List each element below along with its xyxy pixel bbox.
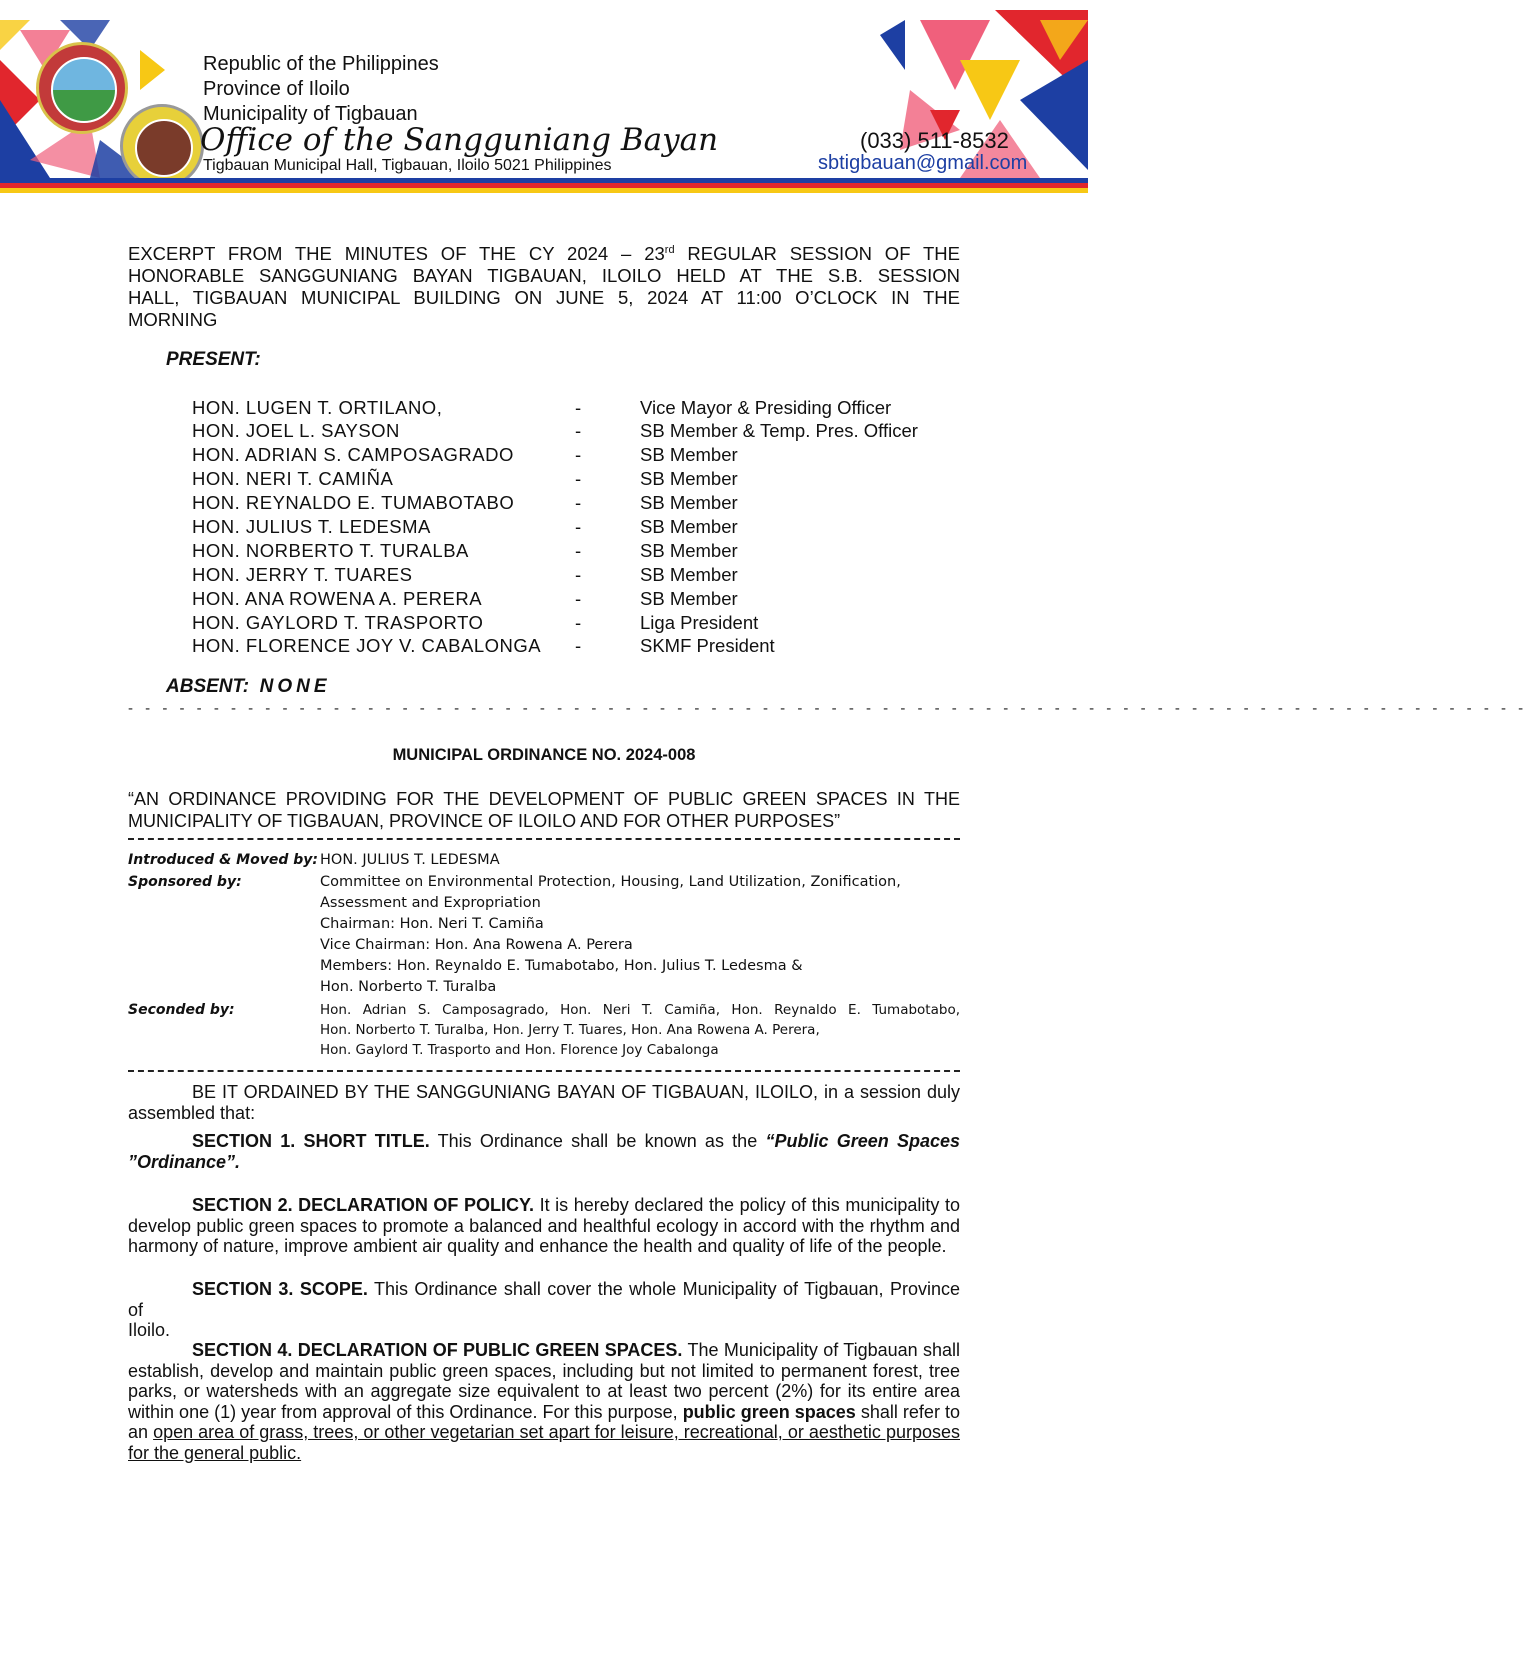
excerpt-line-1: EXCERPT FROM THE MINUTES OF THE CY 2024 – 23rd REGULAR SESSION OF THE [128, 243, 960, 265]
attendance-row: HON. LUGEN T. ORTILANO, - Vice Mayor & Presiding Officer [192, 397, 892, 418]
attendance-row: HON. JULIUS T. LEDESMA - SB Member [192, 516, 738, 537]
attendance-row: HON. REYNALDO E. TUMABOTABO - SB Member [192, 492, 738, 513]
absent-value: NONE [259, 676, 331, 697]
section-1: SECTION 1. SHORT TITLE. This Ordinance shall be known as the “Public Green Spaces ”Ordinance”. [128, 1131, 960, 1172]
ordinance-title-line-1: “AN ORDINANCE PROVIDING FOR THE DEVELOPMENT OF PUBLIC GREEN SPACES IN THE [128, 789, 960, 809]
dashed-separator [128, 838, 960, 840]
section-4: SECTION 4. DECLARATION OF PUBLIC GREEN SPACES. The Municipality of Tigbauan shall establish, develop and maintain public green spaces, including but not limited to permanent forest, tree parks, or watersheds with an aggregate size equivalent to at least two percent (2%) for its entire area within one (1) year from approval of this Ordinance. For this purpose, public green spaces shall refer to an open area of grass, trees, or other vegetarian set apart for leisure, recreational, or aesthetic purposes for the general public. [128, 1340, 960, 1463]
header-text [203, 52, 439, 127]
excerpt-line-3: HALL, TIGBAUAN MUNICIPAL BUILDING ON JUNE 5, 2024 AT 11:00 O’CLOCK IN THE [128, 287, 960, 309]
introduced-label: Introduced & Moved by: [128, 852, 318, 868]
attendance-row: HON. ADRIAN S. CAMPOSAGRADO - SB Member [192, 444, 738, 465]
header-line-municipality: Municipality of Tigbauan [203, 103, 418, 125]
header-email: sbtigbauan@gmail.com [818, 152, 1028, 174]
attendance-row: HON. NORBERTO T. TURALBA - SB Member [192, 540, 738, 561]
section-2-heading: SECTION 2. DECLARATION OF POLICY. [192, 1195, 534, 1215]
excerpt-line-2: HONORABLE SANGGUNIANG BAYAN TIGBAUAN, ILOILO HELD AT THE S.B. SESSION [128, 265, 960, 287]
section-3: SECTION 3. SCOPE. This Ordinance shall cover the whole Municipality of Tigbauan, Province of Iloilo. [128, 1279, 960, 1340]
attendance-row: HON. JOEL L. SAYSON - SB Member & Temp. Pres. Officer [192, 420, 918, 441]
section-1-heading: SECTION 1. SHORT TITLE. [192, 1131, 430, 1151]
header-rule-yellow [0, 188, 1088, 193]
introduced-value: HON. JULIUS T. LEDESMA [320, 852, 500, 868]
dashed-separator [128, 1070, 960, 1072]
letterhead [0, 0, 1088, 200]
sponsored-label: Sponsored by: [128, 874, 242, 890]
municipal-seal [36, 42, 128, 134]
attendance-row: HON. JERRY T. TUARES - SB Member [192, 564, 738, 585]
absent-label: ABSENT: [166, 676, 250, 697]
seconded-label: Seconded by: [128, 1002, 235, 1018]
seconded-value: Hon. Adrian S. Camposagrado, Hon. Neri T. Camiña, Hon. Reynaldo E. Tumabotabo, Hon. Norberto T. Turalba, Hon. Jerry T. Tuares, Hon. Ana Rowena A. Perera, Hon. Gaylord T. Trasporto and Hon. Florence Joy Cabalonga [320, 1002, 960, 1058]
header-phone: (033) 511-8532 [860, 128, 1009, 153]
attendance-row: HON. FLORENCE JOY V. CABALONGA - SKMF President [192, 635, 775, 656]
attendance-row: HON. NERI T. CAMIÑA - SB Member [192, 468, 738, 489]
header-address: Tigbauan Municipal Hall, Tigbauan, Iloilo 5021 Philippines [203, 157, 612, 174]
sponsored-value: Committee on Environmental Protection, Housing, Land Utilization, Zonification, Assessment and Expropriation Chairman: Hon. Neri T. Camiña Vice Chairman: Hon. Ana Rowena A. Perera Members: Hon. Reynaldo E. Tumabotabo, Hon. Julius T. Ledesma & Hon. Norberto T. Turalba [320, 874, 901, 995]
header-office-title: Office of the Sangguniang Bayan [200, 122, 719, 158]
excerpt-paragraph [128, 239, 960, 331]
section-3-heading: SECTION 3. SCOPE. [192, 1279, 368, 1299]
header-line-republic: Republic of the Philippines [203, 53, 439, 75]
ordinance-number: MUNICIPAL ORDINANCE NO. 2024-008 [392, 746, 696, 764]
section-2: SECTION 2. DECLARATION OF POLICY. It is hereby declared the policy of this municipality to develop public green spaces to promote a balanced and healthful ecology in accord with the rhythm and harmony of nature, improve ambient air quality and enhance the health and quality of life of the people. [128, 1195, 960, 1256]
attendance-row: HON. GAYLORD T. TRASPORTO - Liga President [192, 612, 759, 633]
ordained-paragraph: BE IT ORDAINED BY THE SANGGUNIANG BAYAN OF TIGBAUAN, ILOILO, in a session duly assembled that: [128, 1082, 960, 1123]
absent-line [166, 676, 331, 698]
present-heading: PRESENT: [166, 349, 261, 370]
section-4-heading: SECTION 4. DECLARATION OF PUBLIC GREEN SPACES. [192, 1340, 683, 1360]
attendance-row: HON. ANA ROWENA A. PERERA - SB Member [192, 588, 738, 609]
dashed-separator: - - - - - - - - - - - - - - - - - - - - - - - - - - - - - - - - - - - - - - - - - - - - - - - - - - - - - - - - - - - - - - - - - - - - - - - - - - - - - - - - - - [128, 700, 1527, 717]
ordinance-title-line-2: MUNICIPALITY OF TIGBAUAN, PROVINCE OF ILOILO AND FOR OTHER PURPOSES” [128, 811, 841, 831]
sangguniang-bayan-seal [120, 104, 204, 188]
ordinance-title [128, 788, 960, 832]
excerpt-line-4: MORNING [128, 309, 218, 331]
header-line-province: Province of Iloilo [203, 78, 350, 100]
